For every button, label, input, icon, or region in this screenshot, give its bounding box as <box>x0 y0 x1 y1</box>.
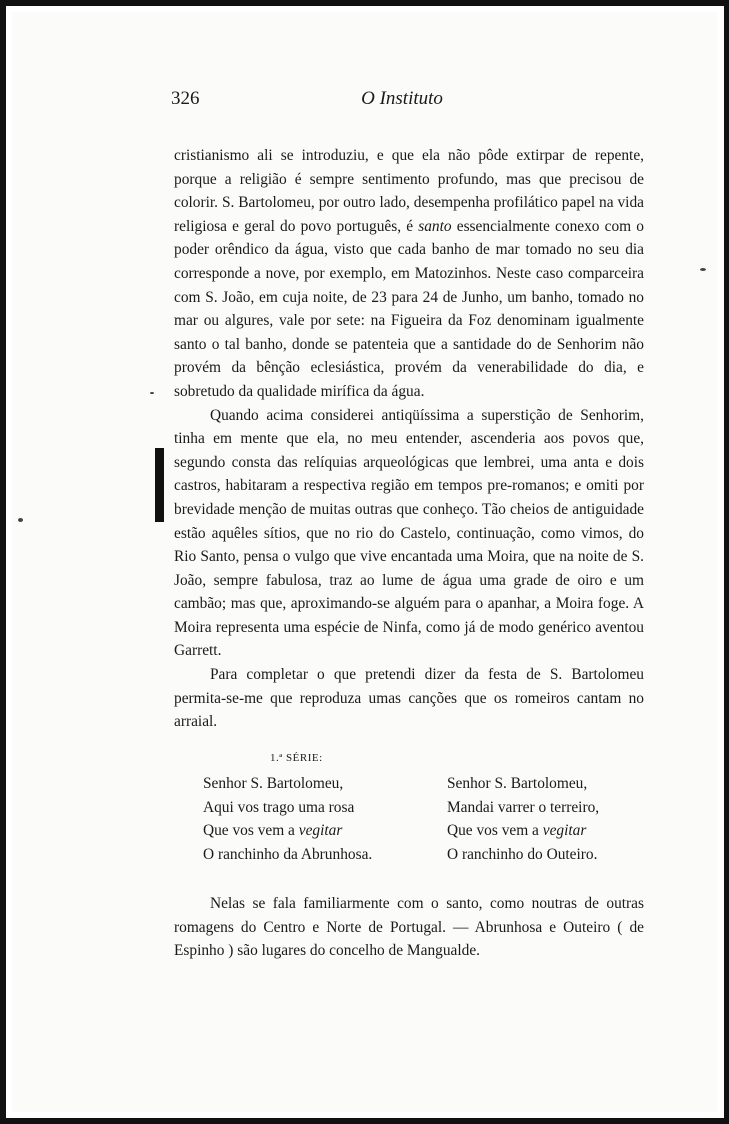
verse-left <box>203 772 372 866</box>
page-header <box>160 88 644 118</box>
verse-line: Mandai varrer o terreiro, <box>447 798 600 816</box>
italic-word: vegitar <box>542 822 587 840</box>
margin-mark <box>155 448 164 522</box>
commentary-paragraph: Nelas se fala familiarmente com o santo, como noutras de outras romagens do Centro e Norte de Portugal. — Abrunhosa e Outeiro ( de Espinho ) são lugares do concelho de Mangualde. <box>174 895 644 960</box>
italic-word: vegitar <box>298 822 343 840</box>
paragraph: Para completar o que pretendi dizer da festa de S. Bartolomeu permita-se-me que reproduza umas canções que os romeiros cantam no arraial. <box>174 666 644 731</box>
running-title: O Instituto <box>361 88 443 109</box>
commentary <box>174 892 644 963</box>
verse-line: O ranchinho da Abrunhosa. <box>203 845 373 863</box>
page-number: 326 <box>171 88 200 109</box>
body-text <box>174 144 644 734</box>
verse-line: Senhor S. Bartolomeu, <box>447 775 588 792</box>
verse-line: Que vos vem a vegitar <box>447 822 587 840</box>
paragraph: Quando acima considerei antiqüíssima a superstição de Senhorim, tinha em mente que ela, no meu entender, ascenderia aos povos que, segundo consta das relíquias arqueológicas que lembrei, uma anta e dois castros, habitaram a respectiva região em tempos pre-romanos; e omiti por brevidade menção de muitas outras que conheço. Tão cheios de antiguidade estão aquêles sítios, que no rio do Castelo, continuação, como vimos, do Rio Santo, pensa o vulgo que vive encantada uma Moira, que na noite de S. João, sempre fabulosa, traz ao lume de água uma grade de oiro e um cambão; mas que, aproximando-se alguém para o apanhar, a Moira foge. A Moira representa uma espécie de Ninfa, como já de modo genérico aventou Garrett. <box>174 406 644 660</box>
paragraph: cristianismo ali se introduziu, e que ela não pôde extirpar de repente, porque a religião é sempre sentimento profundo, mas que precisou de colorir. S. Bartolomeu, por outro lado, desempenha profilático papel na vida religiosa e geral do povo português, é santo essencialmente conexo com o poder orêndico da água, visto que cada banho de mar tomado no seu dia corresponde a nove, por exemplo, em Matozinhos. Neste caso comparceira com S. João, em cuja noite, de 23 para 24 de Junho, um banho, tomado no mar ou algures, vale por sete: na Figueira da Foz denominam igualmente santo o tal banho, donde se patenteia que a santidade do de Senhorim não provém da bênção eclesiástica, provém da venerabilidade do dia, e sobretudo da qualidade mirífica da água. <box>174 147 644 400</box>
verse-line: Que vos vem a vegitar <box>203 822 343 840</box>
verse-line: Aqui vos trago uma rosa <box>203 798 355 816</box>
italic-word: santo <box>418 217 452 235</box>
speck <box>150 392 154 394</box>
verse-line: Senhor S. Bartolomeu, <box>203 775 344 792</box>
speck <box>700 268 706 271</box>
serie-label: 1.ª SÉRIE: <box>270 752 323 764</box>
verse-right <box>447 772 599 866</box>
speck <box>18 518 23 522</box>
verse-line: O ranchinho do Outeiro. <box>447 845 598 863</box>
